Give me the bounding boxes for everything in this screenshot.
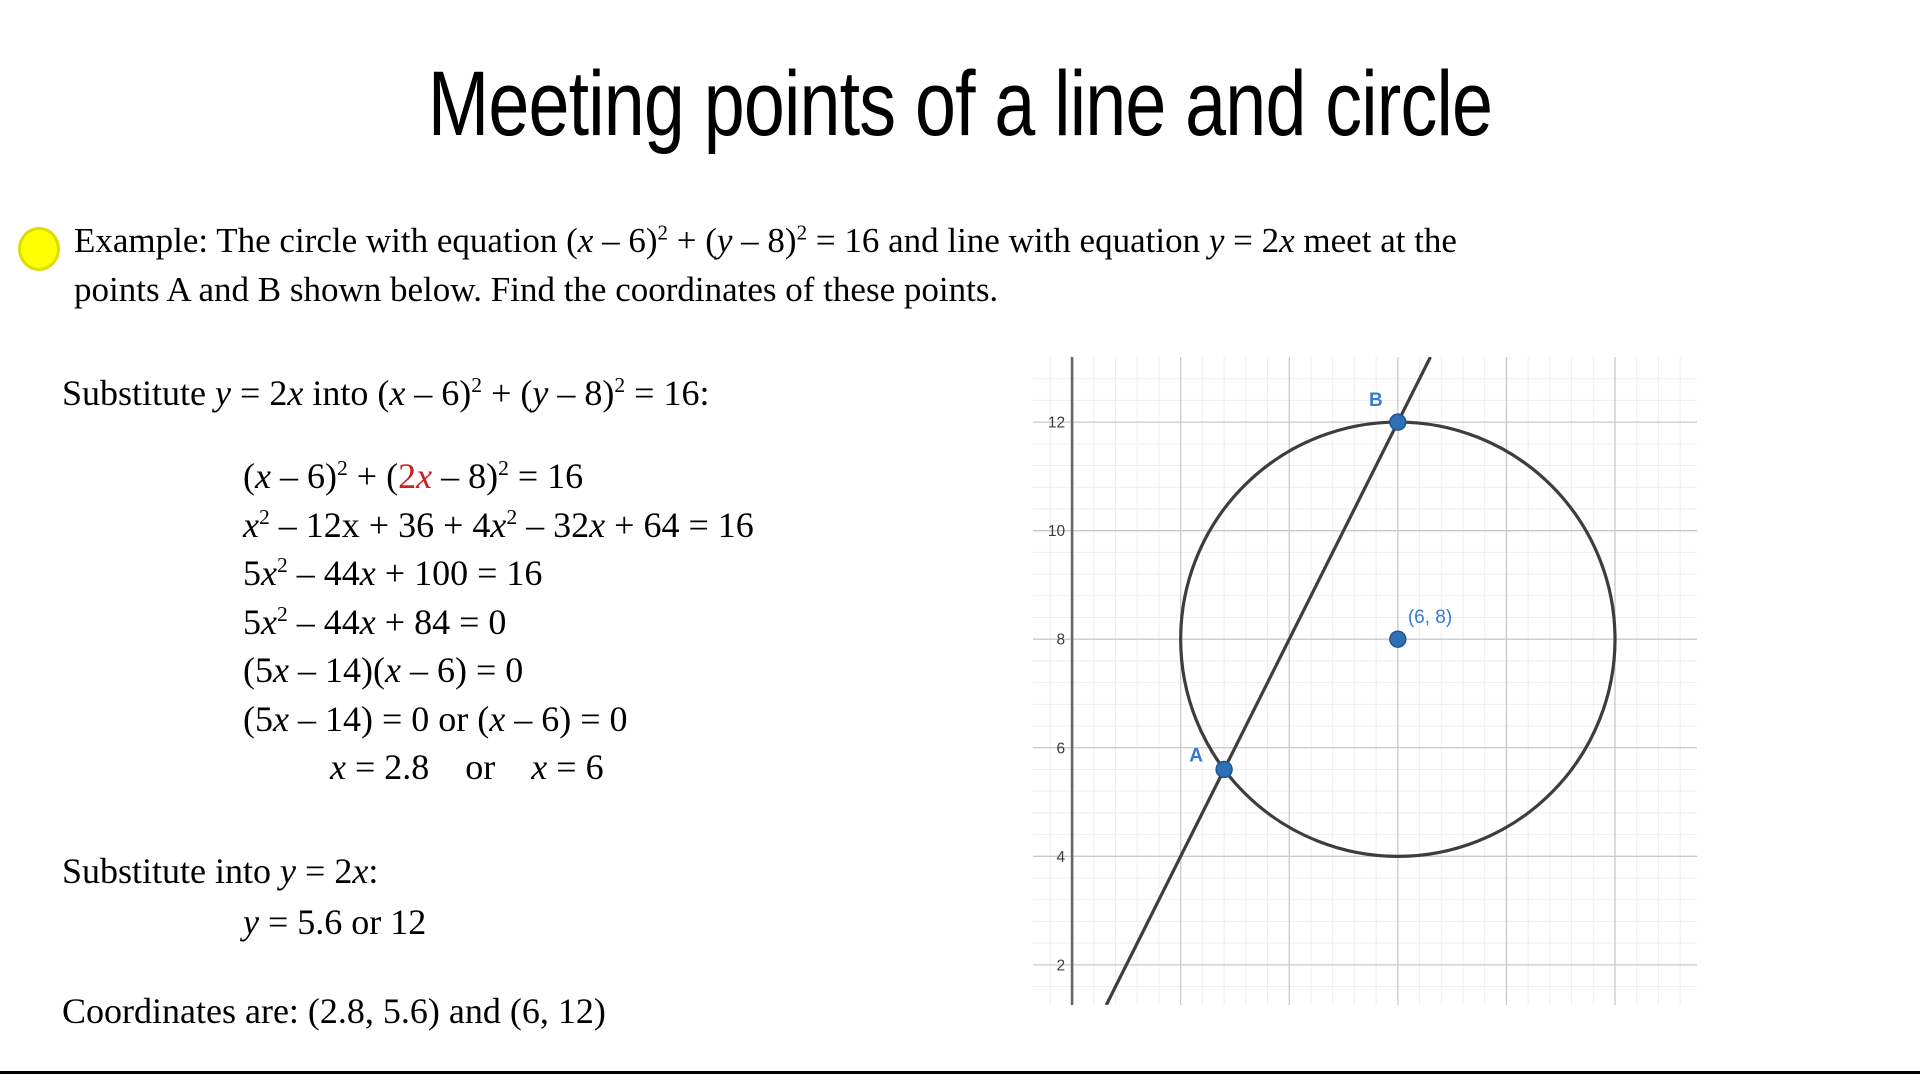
text-run: 2	[506, 504, 518, 529]
text-run: (5	[243, 650, 273, 690]
text-run: x	[589, 504, 606, 545]
text-run: 2	[336, 456, 348, 480]
text-run: x	[261, 601, 277, 642]
text-run: 2	[657, 220, 668, 245]
text-run: x	[330, 747, 346, 787]
text-run: – 8)	[548, 373, 615, 413]
line-y-equals-2x	[1106, 357, 1430, 1005]
graph-panel	[1033, 357, 1697, 1005]
text-run: x	[243, 504, 259, 545]
text-run: x	[1279, 221, 1295, 260]
math-step-2	[243, 501, 754, 550]
text-run: – 6) = 0	[505, 698, 628, 739]
substitute-result	[243, 901, 426, 943]
text-run: :	[368, 851, 379, 891]
point-label: (6, 8)	[1407, 607, 1453, 629]
example-line-1	[74, 216, 1457, 265]
y-tick-label: 4	[1056, 848, 1066, 866]
text-run: 5	[243, 601, 261, 642]
text-run: + 100 = 16	[375, 553, 543, 593]
text-run: x	[531, 747, 548, 787]
text-run: 2	[498, 456, 509, 480]
text-run: = 6	[547, 747, 604, 787]
coordinates-answer	[62, 990, 606, 1032]
point-a	[1216, 761, 1232, 777]
y-tick-label: 6	[1056, 740, 1066, 758]
text-run: 2	[276, 601, 288, 626]
text-run: + 84 = 0	[375, 601, 507, 642]
text-run: = 5.6 or 12	[258, 902, 427, 942]
text-run: + (	[347, 456, 399, 496]
graph-svg	[1033, 357, 1697, 1005]
highlight-red-text: 2	[398, 456, 417, 496]
text-run: Substitute into	[62, 851, 281, 891]
point-label: A	[1189, 745, 1203, 767]
text-run: y	[1208, 221, 1225, 260]
text-run: y	[716, 221, 733, 260]
text-run: (	[243, 456, 255, 496]
text-run: = 16:	[625, 373, 710, 413]
text-run: = 2.8 or	[345, 747, 532, 787]
bottom-rule	[0, 1071, 1920, 1074]
point-center	[1390, 631, 1406, 647]
math-step-3	[243, 549, 754, 598]
text-run: = 2	[1224, 221, 1280, 260]
text-run: – 32	[517, 504, 590, 545]
y-tick-label: 12	[1047, 414, 1066, 432]
text-run: y	[280, 851, 297, 891]
text-run: – 44	[287, 601, 360, 642]
text-run: 2	[258, 504, 270, 529]
text-run: y	[532, 373, 549, 413]
text-run: 2	[614, 373, 626, 397]
math-step-6	[243, 695, 754, 744]
substitute-heading	[62, 850, 378, 892]
text-run: x	[352, 851, 369, 891]
text-run: (5	[243, 698, 273, 739]
text-run: x	[273, 650, 289, 690]
working-intro	[62, 372, 709, 414]
text-run: x	[577, 221, 594, 260]
text-run: x	[489, 698, 506, 739]
text-run: – 12x + 36 + 4	[269, 504, 491, 545]
point-label: B	[1368, 390, 1383, 412]
text-run: 2	[796, 220, 808, 245]
text-run: x	[287, 373, 304, 413]
y-tick-label: 10	[1047, 523, 1066, 541]
slide-title: Meeting points of a line and circle	[427, 53, 1493, 155]
text-run: – 14)(	[288, 650, 385, 690]
y-tick-label: 2	[1056, 957, 1066, 975]
text-run: Coordinates are: (2.8, 5.6) and (6, 12)	[62, 991, 606, 1031]
text-run: = 2	[296, 851, 353, 891]
math-step-5	[243, 646, 754, 695]
text-run: x	[490, 504, 507, 545]
y-tick-label: 8	[1056, 631, 1066, 649]
bullet-icon	[18, 227, 60, 271]
text-run: x	[273, 698, 289, 739]
working-steps	[243, 452, 754, 792]
text-run: 2	[276, 553, 288, 577]
text-run: = 16 and line with equation	[807, 221, 1209, 260]
example-line-2	[74, 265, 1457, 314]
text-run: x	[359, 553, 376, 593]
text-run: y	[243, 902, 259, 942]
text-run: – 8)	[732, 221, 797, 260]
text-run: points A and B shown below. Find the coordinates of these points.	[74, 270, 999, 309]
text-run: Substitute	[62, 373, 216, 413]
highlight-red-text: x	[416, 456, 433, 496]
text-run: – 8)	[432, 456, 499, 496]
example-text	[74, 216, 1457, 314]
point-b	[1390, 414, 1406, 430]
text-run: x	[384, 650, 401, 690]
math-step-4	[243, 598, 754, 647]
text-run: 2	[471, 373, 483, 397]
text-run: + 64 = 16	[605, 504, 754, 545]
text-run: + (	[667, 221, 717, 260]
text-run: x	[255, 456, 271, 496]
text-run: x	[261, 553, 277, 593]
text-run: – 14) = 0 or (	[288, 698, 490, 739]
text-run: + (	[482, 373, 533, 413]
text-run: = 2	[231, 373, 288, 413]
text-run: x	[359, 601, 376, 642]
text-run: – 6)	[593, 221, 658, 260]
text-run: x	[389, 373, 406, 413]
text-run: meet at the	[1294, 221, 1457, 260]
text-run: – 44	[287, 553, 360, 593]
text-run: = 16	[508, 456, 584, 496]
text-run: – 6)	[270, 456, 337, 496]
text-run: – 6) = 0	[400, 650, 524, 690]
text-run: – 6)	[405, 373, 472, 413]
text-run: 5	[243, 553, 261, 593]
math-step-7	[243, 743, 754, 792]
text-run: y	[215, 373, 232, 413]
text-run: Example: The circle with equation (	[74, 221, 578, 260]
math-step-1	[243, 452, 754, 501]
text-run: into (	[303, 373, 390, 413]
